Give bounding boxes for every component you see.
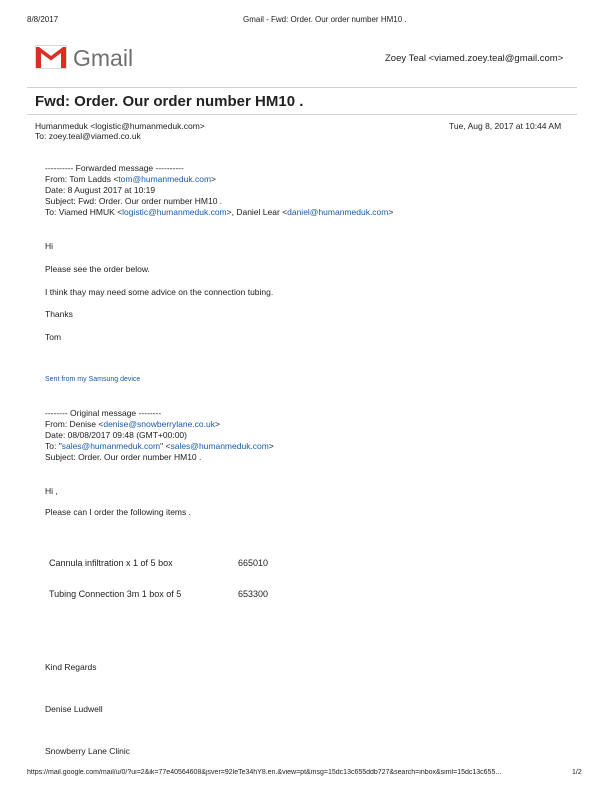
body-line-1: Please see the order below. bbox=[45, 264, 150, 274]
original-subject: Subject: Order. Our order number HM10 . bbox=[45, 452, 202, 462]
forwarded-heading: ---------- Forwarded message ---------- bbox=[45, 163, 184, 173]
original-from bbox=[45, 419, 220, 429]
print-page-number: 1/2 bbox=[572, 769, 582, 776]
forwarded-from-close: > bbox=[211, 174, 217, 184]
forwarded-to-separator: >, Daniel Lear < bbox=[226, 207, 288, 217]
email-subject: Fwd: Order. Our order number HM10 . bbox=[35, 93, 304, 110]
forwarded-from-email-link[interactable]: tom@humanmeduk.com bbox=[118, 174, 212, 184]
order-item-code: 653300 bbox=[238, 589, 269, 599]
original-from-close: > bbox=[214, 419, 220, 429]
gmail-logo-text: Gmail bbox=[73, 45, 134, 71]
subject-divider bbox=[27, 114, 577, 115]
order-clinic: Snowberry Lane Clinic bbox=[45, 746, 131, 756]
forwarded-to-close: > bbox=[388, 207, 394, 217]
header-divider bbox=[27, 87, 577, 88]
forwarded-to bbox=[45, 207, 393, 217]
order-regards: Kind Regards bbox=[45, 662, 97, 672]
order-signer: Denise Ludwell bbox=[45, 704, 103, 714]
forwarded-to-email-link-2[interactable]: daniel@humanmeduk.com bbox=[287, 207, 389, 217]
body-name: Tom bbox=[45, 332, 62, 342]
forwarded-from bbox=[45, 174, 216, 184]
forwarded-date: Date: 8 August 2017 at 10:19 bbox=[45, 185, 156, 195]
original-to-email-link-1[interactable]: sales@humanmeduk.com bbox=[61, 441, 161, 451]
gmail-logo[interactable] bbox=[35, 45, 67, 69]
forwarded-to-label: To: Viamed HMUK < bbox=[45, 207, 123, 217]
original-to-close: > bbox=[268, 441, 274, 451]
print-footer-url: https://mail.google.com/mail/u/0/?ui=2&ik=77e40564608&jsver=92leTe34hY8.en.&view=pt&msg=15dc13c655ddb727&search=inbox&siml=15dc13c655... bbox=[27, 769, 502, 776]
body-thanks: Thanks bbox=[45, 309, 73, 319]
body-greeting: Hi bbox=[45, 241, 54, 251]
order-item-description: Tubing Connection 3m 1 box of 5 bbox=[49, 589, 182, 599]
mobile-signature: Sent from my Samsung device bbox=[45, 376, 141, 383]
print-title: Gmail - Fwd: Order. Our order number HM10 . bbox=[243, 15, 407, 24]
forwarded-subject: Subject: Fwd: Order. Our order number HM10 . bbox=[45, 196, 223, 206]
original-to-email-link-2[interactable]: sales@humanmeduk.com bbox=[170, 441, 269, 451]
original-to-label: To: " bbox=[45, 441, 62, 451]
forwarded-to-email-link-1[interactable]: logistic@humanmeduk.com bbox=[122, 207, 227, 217]
original-heading: -------- Original message -------- bbox=[45, 408, 162, 418]
print-date: 8/8/2017 bbox=[27, 15, 59, 24]
original-to bbox=[45, 441, 274, 451]
original-to-separator: " < bbox=[160, 441, 171, 451]
original-from-email-link[interactable]: denise@snowberrylane.co.uk bbox=[103, 419, 215, 429]
forwarded-from-label: From: Tom Ladds < bbox=[45, 174, 119, 184]
order-intro: Please can I order the following items . bbox=[45, 507, 191, 517]
email-to: To: zoey.teal@viamed.co.uk bbox=[35, 131, 141, 141]
original-from-label: From: Denise < bbox=[45, 419, 104, 429]
body-line-2: I think thay may need some advice on the connection tubing. bbox=[45, 287, 274, 297]
account-user: Zoey Teal <viamed.zoey.teal@gmail.com> bbox=[385, 53, 564, 64]
order-item-code: 665010 bbox=[238, 558, 269, 568]
order-item-description: Cannula infiltration x 1 of 5 box bbox=[49, 558, 173, 568]
order-greeting: Hi , bbox=[45, 486, 58, 496]
original-date: Date: 08/08/2017 09:48 (GMT+00:00) bbox=[45, 430, 187, 440]
gmail-envelope-icon bbox=[35, 45, 67, 69]
email-date: Tue, Aug 8, 2017 at 10:44 AM bbox=[449, 121, 562, 131]
email-from: Humanmeduk <logistic@humanmeduk.com> bbox=[35, 121, 205, 131]
